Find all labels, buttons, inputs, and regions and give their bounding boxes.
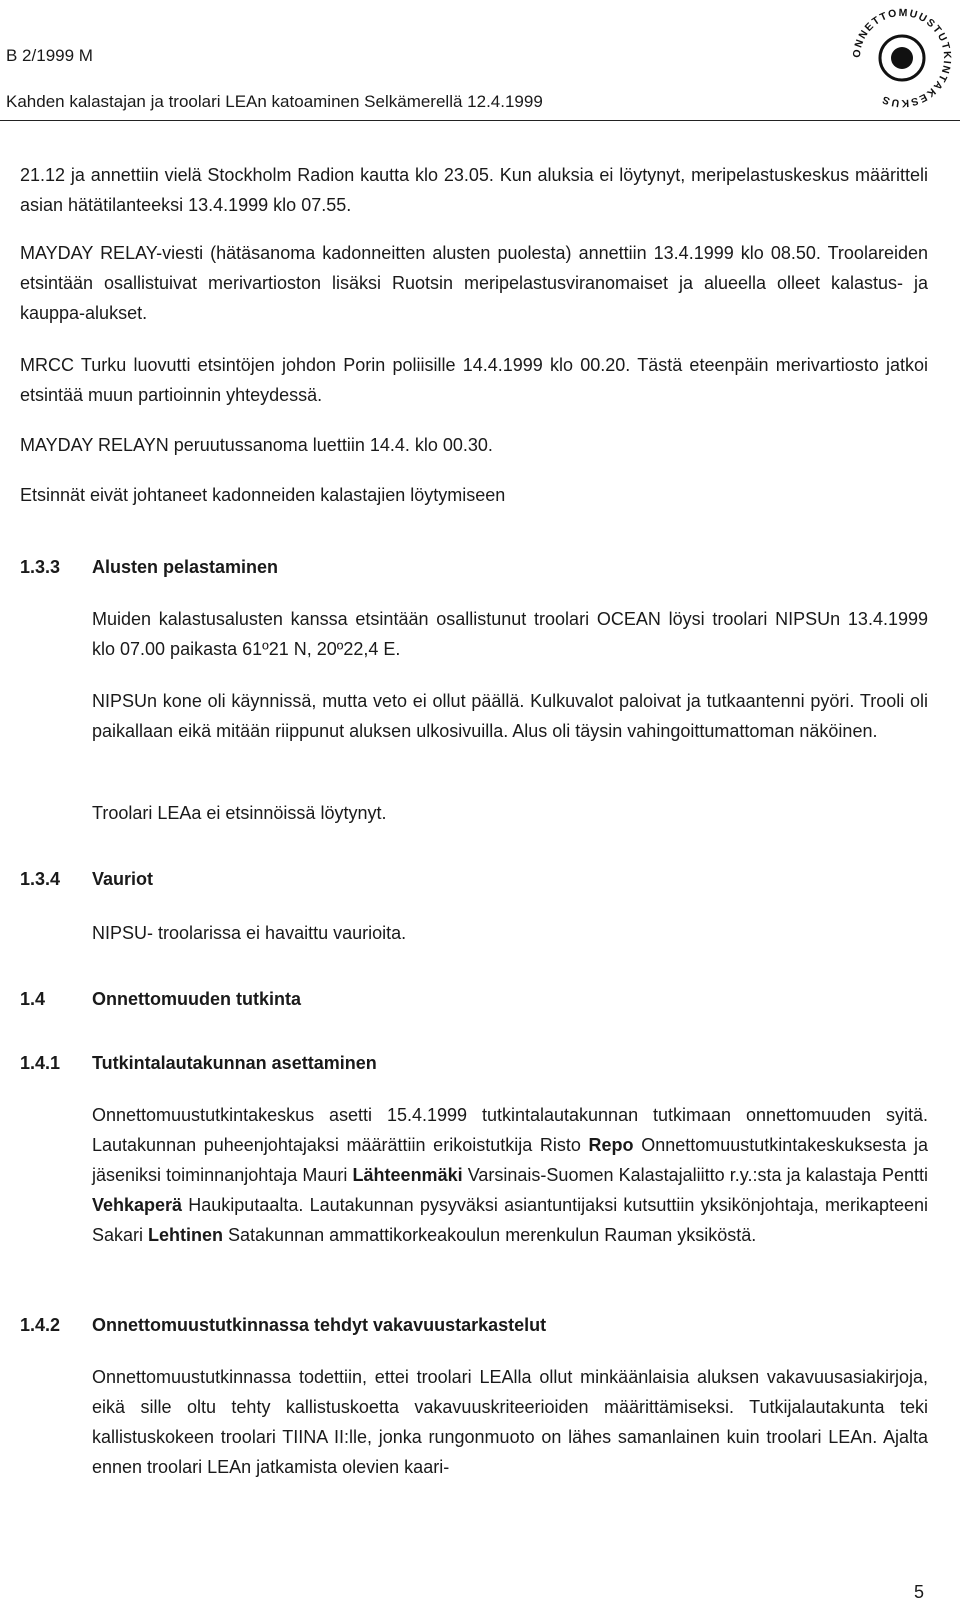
text-run: Haukiputaalta. Lautakunnan pysyväksi asiantuntijaksi kutsuttiin yksikönjohtaja, merikapteeni Sakari [92,1195,928,1245]
member-name-lahteenmaki: Lähteenmäki [352,1165,463,1185]
paragraph-mayday-cancel: MAYDAY RELAYN peruutussanoma luettiin 14.4. klo 00.30. [20,435,493,455]
text-run: Varsinais-Suomen Kalastajaliitto r.y.:sta ja kalastaja Pentti [462,1165,928,1185]
paragraph-lea-not-found: Troolari LEAa ei etsinnöissä löytynyt. [92,803,387,823]
paragraph-ocean-finds-nipsu: Muiden kalastusalusten kanssa etsintään osallistunut troolari OCEAN löysi troolari NIPSUn 13.4.1999 klo 07.00 paikasta 61º21 N, 20º22,4 E. [92,609,928,659]
paragraph-search-result: Etsinnät eivät johtaneet kadonneiden kalastajien löytymiseen [20,485,506,505]
section-number-1-4-2: 1.4.2 [20,1315,61,1335]
section-number-1-3-4: 1.3.4 [20,869,61,889]
svg-text:ONNETTOMUUSTUTKINTAKESKUS: ONNETTOMUUSTUTKINTAKESKUS [850,6,954,110]
paragraph-board-appointment [92,1100,928,1250]
header-divider [0,120,960,121]
section-number-1-3-3: 1.3.3 [20,557,61,577]
section-title-1-3-4: Vauriot [92,869,154,889]
section-number-1-4: 1.4 [20,989,46,1009]
text-run: Onnettomuustutkintakeskus asetti 15.4.1999 tutkintalautakunnan tutkimaan onnettomuuden syitä. Lautakunnan puheenjohtajaksi määrättiin erikoistutkija Risto [92,1105,928,1155]
investigation-centre-logo-seal [846,2,958,114]
member-name-vehkapera: Vehkaperä [92,1195,183,1215]
section-title-1-4: Onnettomuuden tutkinta [92,989,301,1009]
text-run: Onnettomuustutkintakeskuksesta ja jäseniksi toiminnanjohtaja Mauri [92,1135,928,1185]
paragraph-mayday-relay: MAYDAY RELAY-viesti (hätäsanoma kadonneitten alusten puolesta) annettiin 13.4.1999 klo 08.50. Troolareiden etsintään osallistuivat merivartioston lisäksi Ruotsin meripelastusviranomaiset ja alueella olleet kalastus- ja kauppa-alukset. [20,243,928,323]
paragraph-no-damage: NIPSU- troolarissa ei havaittu vaurioita. [92,923,407,943]
paragraph-stability-review: Onnettomuustutkinnassa todettiin, ettei troolari LEAlla ollut minkäänlaisia aluksen vakavuusasiakirjoja, eikä sille oltu tehty kallistuskoetta vakavuuskriteerioiden määrittämiseksi. Tutkijalautakunta teki kallistuskokeen troolari TIINA II:lle, jonka rungonmuoto on lähes samanlainen kuin troolari LEAn. Ajalta ennen troolari LEAn jatkamista olevien kaari- [92,1367,928,1477]
text-run: Satakunnan ammattikorkeakoulun merenkulun Rauman yksiköstä. [223,1225,757,1245]
paragraph-distress-declaration: 21.12 ja annettiin vielä Stockholm Radion kautta klo 23.05. Kun aluksia ei löytynyt, meripelastuskeskus määritteli asian hätätilanteeksi 13.4.1999 klo 07.55. [20,165,928,215]
document-id: B 2/1999 M [6,46,93,65]
section-title-1-4-2: Onnettomuustutkinnassa tehdyt vakavuustarkastelut [92,1315,547,1335]
member-name-lehtinen: Lehtinen [148,1225,224,1245]
section-number-1-4-1: 1.4.1 [20,1053,61,1073]
page-header [0,0,960,120]
document-title: Kahden kalastajan ja troolari LEAn katoaminen Selkämerellä 12.4.1999 [6,92,543,111]
paragraph-nipsu-condition: NIPSUn kone oli käynnissä, mutta veto ei ollut päällä. Kulkuvalot paloivat ja tutkaantenni pyöri. Trooli oli paikallaan eikä mitään riippunut aluksen ulkosivuilla. Alus oli täysin vahingoittumattoman näköinen. [92,691,928,741]
section-title-1-4-1: Tutkintalautakunnan asettaminen [92,1053,377,1073]
member-name-repo: Repo [588,1135,634,1155]
page-number: 5 [914,1582,925,1602]
paragraph-mrcc-handover: MRCC Turku luovutti etsintöjen johdon Porin poliisille 14.4.1999 klo 00.20. Tästä eteenpäin merivartiosto jatkoi etsintää muun partioinnin yhteydessä. [20,355,928,405]
section-title-1-3-3: Alusten pelastaminen [92,557,279,577]
